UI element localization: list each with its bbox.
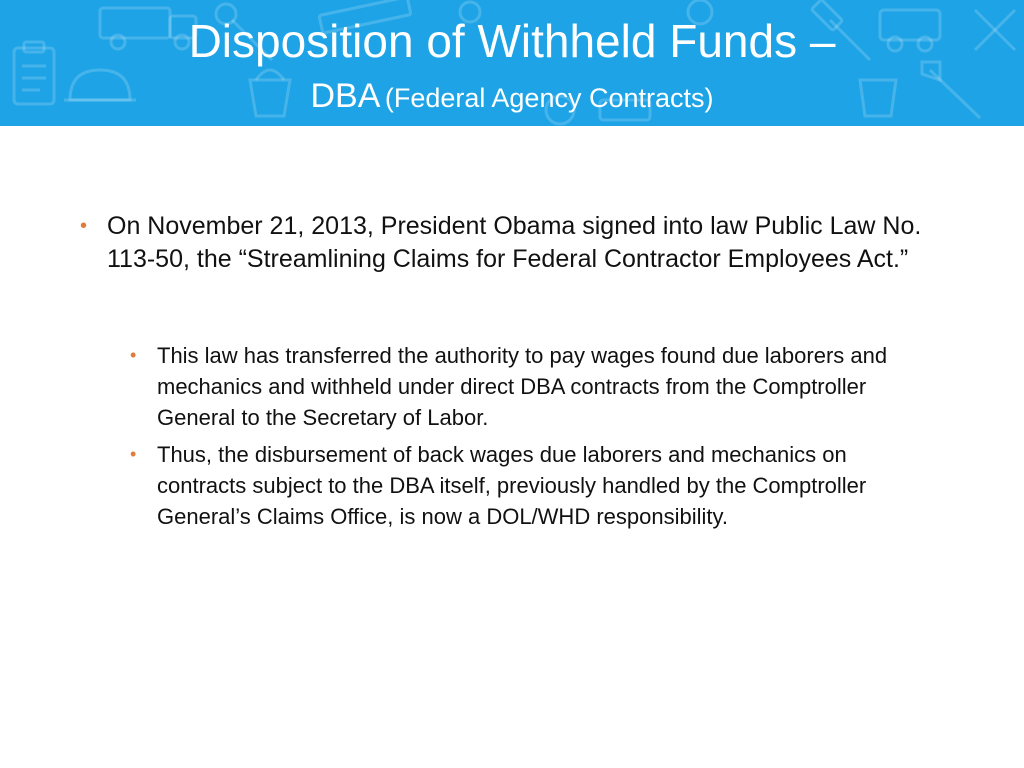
sub-bullet-1-text: This law has transferred the authority to pay wages found due laborers and mechanics and withheld under direct DBA contracts from the Comptroller General to the Secretary of Labor.: [157, 343, 888, 430]
slide-subtitle: [0, 76, 1024, 123]
title-banner: [0, 0, 1024, 126]
bullet-main-text: On November 21, 2013, President Obama signed into law Public Law No. 113-50, the “Streamlining Claims for Federal Contractor Employees Act.”: [107, 212, 922, 273]
bullet-dot-icon: •: [130, 444, 137, 464]
sub-bullet-2-text: Thus, the disbursement of back wages due laborers and mechanics on contracts subject to the DBA itself, previously handled by the Comptroller General’s Claims Office, is now a DOL/WHD responsibility.: [157, 442, 867, 529]
subtitle-main: DBA: [310, 77, 381, 115]
slide-title: Disposition of Withheld Funds –: [188, 15, 836, 67]
sub-bullet-1: [130, 340, 940, 433]
sub-bullet-2: [130, 439, 940, 532]
bullet-dot-icon: •: [130, 345, 137, 365]
subtitle-parenthetical: (Federal Agency Contracts): [384, 83, 714, 113]
bullet-dot-icon: •: [80, 215, 88, 237]
bullet-main: [80, 210, 940, 276]
